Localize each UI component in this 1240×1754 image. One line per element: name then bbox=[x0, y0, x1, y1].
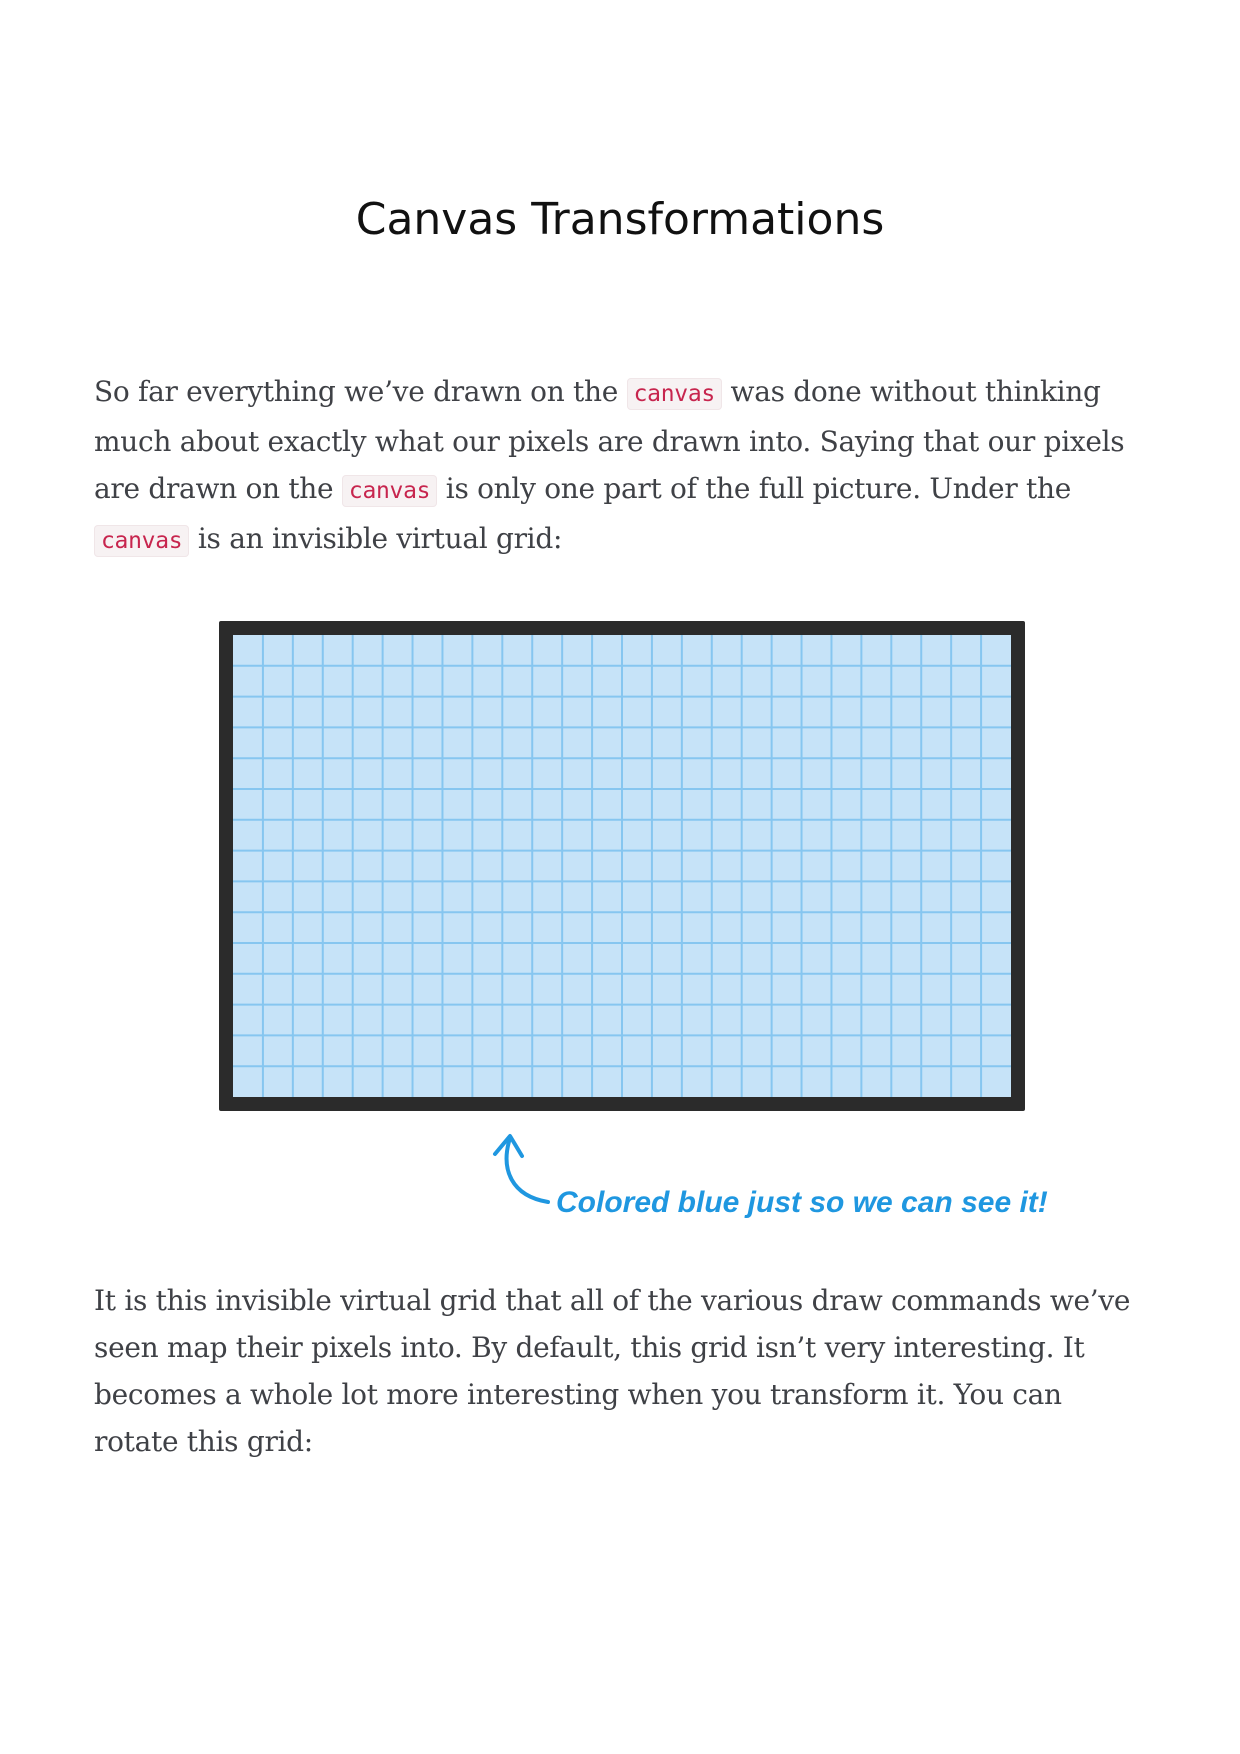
outro-paragraph: It is this invisible virtual grid that all of the various draw commands we’ve seen map their pixels into. By default, this grid isn’t very interesting. It becomes a whole lot more interesting when you transform it. You can rotate this grid: bbox=[94, 1284, 1131, 1458]
arrow-icon bbox=[507, 1138, 548, 1202]
code-canvas-1: canvas bbox=[627, 378, 722, 410]
intro-text-4: is an invisible virtual grid: bbox=[189, 522, 563, 555]
grid-figure-svg bbox=[0, 600, 1240, 1240]
intro-text-2: was done without thinking much about exactly what our pixels are drawn into. Saying that our pixels are drawn on the bbox=[94, 375, 1125, 505]
figure-caption: Colored blue just so we can see it! bbox=[556, 1186, 1048, 1219]
code-canvas-3: canvas bbox=[94, 525, 189, 557]
intro-paragraph bbox=[94, 368, 1154, 565]
grid-illustration bbox=[0, 600, 1240, 1240]
page-title: Canvas Transformations bbox=[355, 194, 885, 245]
code-canvas-2: canvas bbox=[342, 475, 437, 507]
intro-text-3: is only one part of the full picture. Under the bbox=[437, 472, 1071, 505]
intro-text-1: So far everything we’ve drawn on the bbox=[94, 375, 627, 408]
